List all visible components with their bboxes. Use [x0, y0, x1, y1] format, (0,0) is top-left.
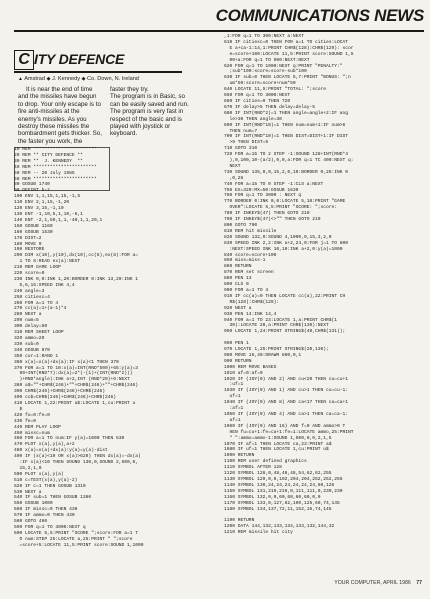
byline: [18, 76, 139, 82]
location-marker-icon: ◆: [81, 76, 86, 82]
author-marker-icon: ▲: [18, 76, 23, 82]
page-number: 77: [416, 580, 422, 586]
magazine-name: YOUR COMPUTER, APRIL 1986: [334, 580, 411, 586]
intro-column-left: [18, 86, 102, 145]
article-heading: [14, 50, 182, 70]
code-listing-right: ,1:FOR q=1 TO 300:NEXT a:NEXT 610 IF citiesc=0 THEN FOR a=1 TO cities:LOCAT E a+ca-1:14,1:PRINT CHR$(128):CHR$(129): scor e=score+100:LOCATE 11,5:PRINT score:SOUND 1,5 00+a:FOR q=1 TO 900:NEXT:NEXT 620 FOR q=1 TO 1000:NEXT q:PRINT "PENALTY:" ;sub*100:score=score-sub*100 630 IF sub=0 THEN LOCATE 5,7:PRINT "BONUS: ";n um*50:score=score+num*50 640 LOCATE 11,5:PRINT "TOTAL: ";score 650 FOR q=1 TO 3000:NEXT 660 IF cities=0 THEN 720 670 IF delay>5 THEN delay=delay-5 680 IF INT(RND*2)=1 THEN angle=angle+2:IF ang le>30 THEN angle=30 690 IF INT(RND*10)=1 THEN num=num+1:IF num>6 THEN num=7 700 IF INT(RND*10)=1 THEN DIST=DIST+1:IF DIST >9 THEN DIST=9 710 GOTO 310 720 FOR a=15 TO 2 STEP -1:SOUND 128+INT(RND*4 ),0,100,10-(a/2),0,0,a:FOR q=1 TC 400:NEXT q: NEXT 730 SOUND 135,0,0,15,2,0,10:BORDER 0,26:INK 0 ,0,26 740 FOR a=15 TO 0 STEP -1:CLS a:NEXT 750 EX=320:MX=50:GOSUB 1630 760 FOR q=1 TO 3000 : NEXT q 770 BORDER 0:INK 0,0:LOCATE 5,10:PRINT "GAME OVER":LOCATE 5,5:PRINT "SCORE: ";score: 780 IF INKEY$(47) THEN GOTO 210 790 IF INKEY$(47)<>"" THEN GOTO 210 800 GOTO 790 810 REM hit missile 820 SOUND 132,0:SOUND 4,1000,0,15,3,2,0 830 SPEED INK 2,2:INK a+2,24,0:FOR j=1 TO 800 :NEXT:SPEED INK 10,10:INK a+2,0:y(a)=1000 840 score=score+100 850 miss=miss-1 860 RETURN 870 REM set screen 880 PEN 13 890 CLS 0 900 FOR a=1 TO 4 910 IF cc(a)=0 THEN LOCATE cc(a),22:PRINT CH R$(128):CHR$(129): 920 NEXT a 930 PEN 14:INK 14,4 940 FOR a=1 TO 23:LOCATE 1,a:PRINT CHR$(1 30):LOCATE 20,a:PRINT CHR$(130):NEXT 950 LOCATE 1,24:PRINT STRING$(40,CHR$(131)); 960 PEN 1 970 LOCATE 1,25:PRINT STRING$(20,130); 980 MOVE 16,40:DRAWR 600,0,1 990 RETURN 1000 REM MOVE BASES 1010 af=0:af=0 1020 IF (JOY(0) AND 2) AND cu<20 THEN cu=cu+1 :uf=1 1030 IF (JOY(0) AND 1) AND cu>1 THEN cu=cu-1: uf=1 1040 IF (JOY(0) AND 8) AND ca<17 THEN ca=ca+1 :af=1 1050 IF (JOY(0) AND 4) AND ca>1 THEN ca=ca-1: af=1 1060 IF (JOY(0) AND 16) AND f=0 AND ammo>0 T HEN fu=cu+1:fe=ca+1:fe=1:LOCATE ammo,25:PRINT " ":ammo=ammo-1:SOUND 1,500,0,0,2,1,5 1070 IF af=1 THEN LOCATE ca,23:PRINT a$ 1080 IF uf=1 THEN LOCATE 1,cu:PRINT u$ 1090 RETURN 1100 REM user defined graphics 1110 SYMBOL AFTER 128 1120 SYMBOL 128,0,48,48,48,54,62,62,255 1130 SYMBOL 129,0,0,192,204,204,252,252,255 1140 SYMBOL 130,24,24,24,24,24,24,60,126 1150 SYMBOL 131,219,219,0,111,111,0,230,230 1160 SYMBOL 132,0,0,60,60,60,60,0,0 1170 SYMBOL 133,0,127,62,190,125,60,74,145 1180 SYMBOL 134,137,72,11,152,16,74,145 1190 RETURN 1200 DATA 144,132,133,134,133,132,144,32 1210 REM missile hit city: [224, 34, 354, 536]
section-title: COMMUNICATIONS NEWS: [215, 6, 424, 25]
separator-icon: ◆: [46, 76, 51, 82]
header-rule: [14, 30, 424, 32]
intro-paragraph-2: faster they try. The program is in Basic, so can be easily saved and run. The program is very fast in respect of the basic and is played with joystick or keyboard.: [110, 86, 189, 138]
byline-author: J. Kennedy: [52, 76, 81, 82]
intro-column-right: [110, 86, 194, 138]
intro-paragraph: It is near the end of time and the missiles have begun to drop. Your only escape is to fire anti-missiles at the enemy's missiles. As you destroy these missiles the bombardment gets thicker. So, the faster you work, the: [18, 86, 102, 145]
page-footer: [334, 580, 422, 586]
byline-platform: Amstrad: [24, 76, 46, 82]
title-rule: [14, 71, 182, 73]
byline-location: Co. Down, N. Ireland: [87, 76, 139, 82]
title-dropcap: C: [14, 50, 34, 70]
code-listing-left: 10 REM *********************** 20 REM ** CITY DEFENCE ** 30 REM ** J. KENNEDY ** 40 REM *********************** 50 REM -- 20 July 1985 60 REM *********************** 80 GOSUB 1740 90 DEFINT b-z 100 ENV 1,1,15,1,15,-1,5 110 ENV 2,1,15,-1,20 120 ENV 3,15,-1,10 130 ENT -1,10,5,1,10,-6,1 140 ENT -2,1,50,1,1,-40,1,1,20,1 150 GOSUB 1160 160 GOSUB 1530 170 DIST=2 180 MOVE 0 190 RESTORE 200 DIM x(10),y(10),dx(10),cc(5),ex(8):FOR a= 1 TO 8:READ ex(a):NEXT 210 REM GAME LOOP 220 score=0 230 INK 0,0:INK 1,20:BORDER 0:INK 13,20:INK 1 5,6,15:SPEED INK 4,4 240 angle=3 250 citiesc=4 260 FOR a=1 TO 4 270 cc(a)=1+(a-1)*4 280 NEXT a 290 num=5 300 delay=50 310 REM SHEET LOOP 320 ammo=20 330 sub=0 340 GOSUB 870 350 cur=1:RAND 1 360 x(a)=x(a)+dx(a):IF x(a)<1 THEN 370 370 FOR a=1 TO 10:x(a)=INT(RND*500)+65:y(a)=3 99+INT(RND*7):dx(a)=2*(-(1)+(INT(RND*2))) )+RND*angle):INK a+2,INT (RND*20)+6:NEXT 380 a$=""+CHR$(246)+""+CHR$(246)+""+CHR$(246) 390 CHR$(246)+CHR$(246)+CHR$(246) 400 cc$=CHR$(246)+CHR$(246)+CHR$(246) 410 LOCATE 1,22:PRINT a$:LOCATE 1,cu:PRINT u $ 420 fu=0:fe=0 430 fe=0 440 REM PLAY LOOP 450 missc=num 460 FOR a=1 TO num:IF y(a)=1000 THEN 530 470 PLOT x(a),y(a),a+2 480 x(a)=x(a)+dx(a):y(a)=y(a)-dist 490 IF (x(a)<10 OR x(a)>620) THEN dx(a)=-dx(a) :IF x(a)<10 THEN SOUND 130,0,SOUND 2,500,0, 15,2,1,0 500 PLOT x(a),y(a) 510 c=TEST(x(a),y(a)-2) 520 IF c=1 THEN GOSUB 1310 530 NEXT a 540 IF sub=1 THEN GOSUB 1360 550 GOSUB 1000 560 IF missc=0 THEN 430 570 IF ammo=0 THEN 430 580 GOTO 460 590 FOR q=1 TO 3000:NEXT q 600 LOCATE 5,5:PRINT "SCORE ";score:FOR a=1 T O num:STEP 25:LOCATE a,25:PRINT " ";score =score+5:LOCATE 11,5:PRINT score:SOUND 1,1000: [14, 147, 144, 548]
article-title: ITY DEFENCE: [34, 51, 125, 67]
